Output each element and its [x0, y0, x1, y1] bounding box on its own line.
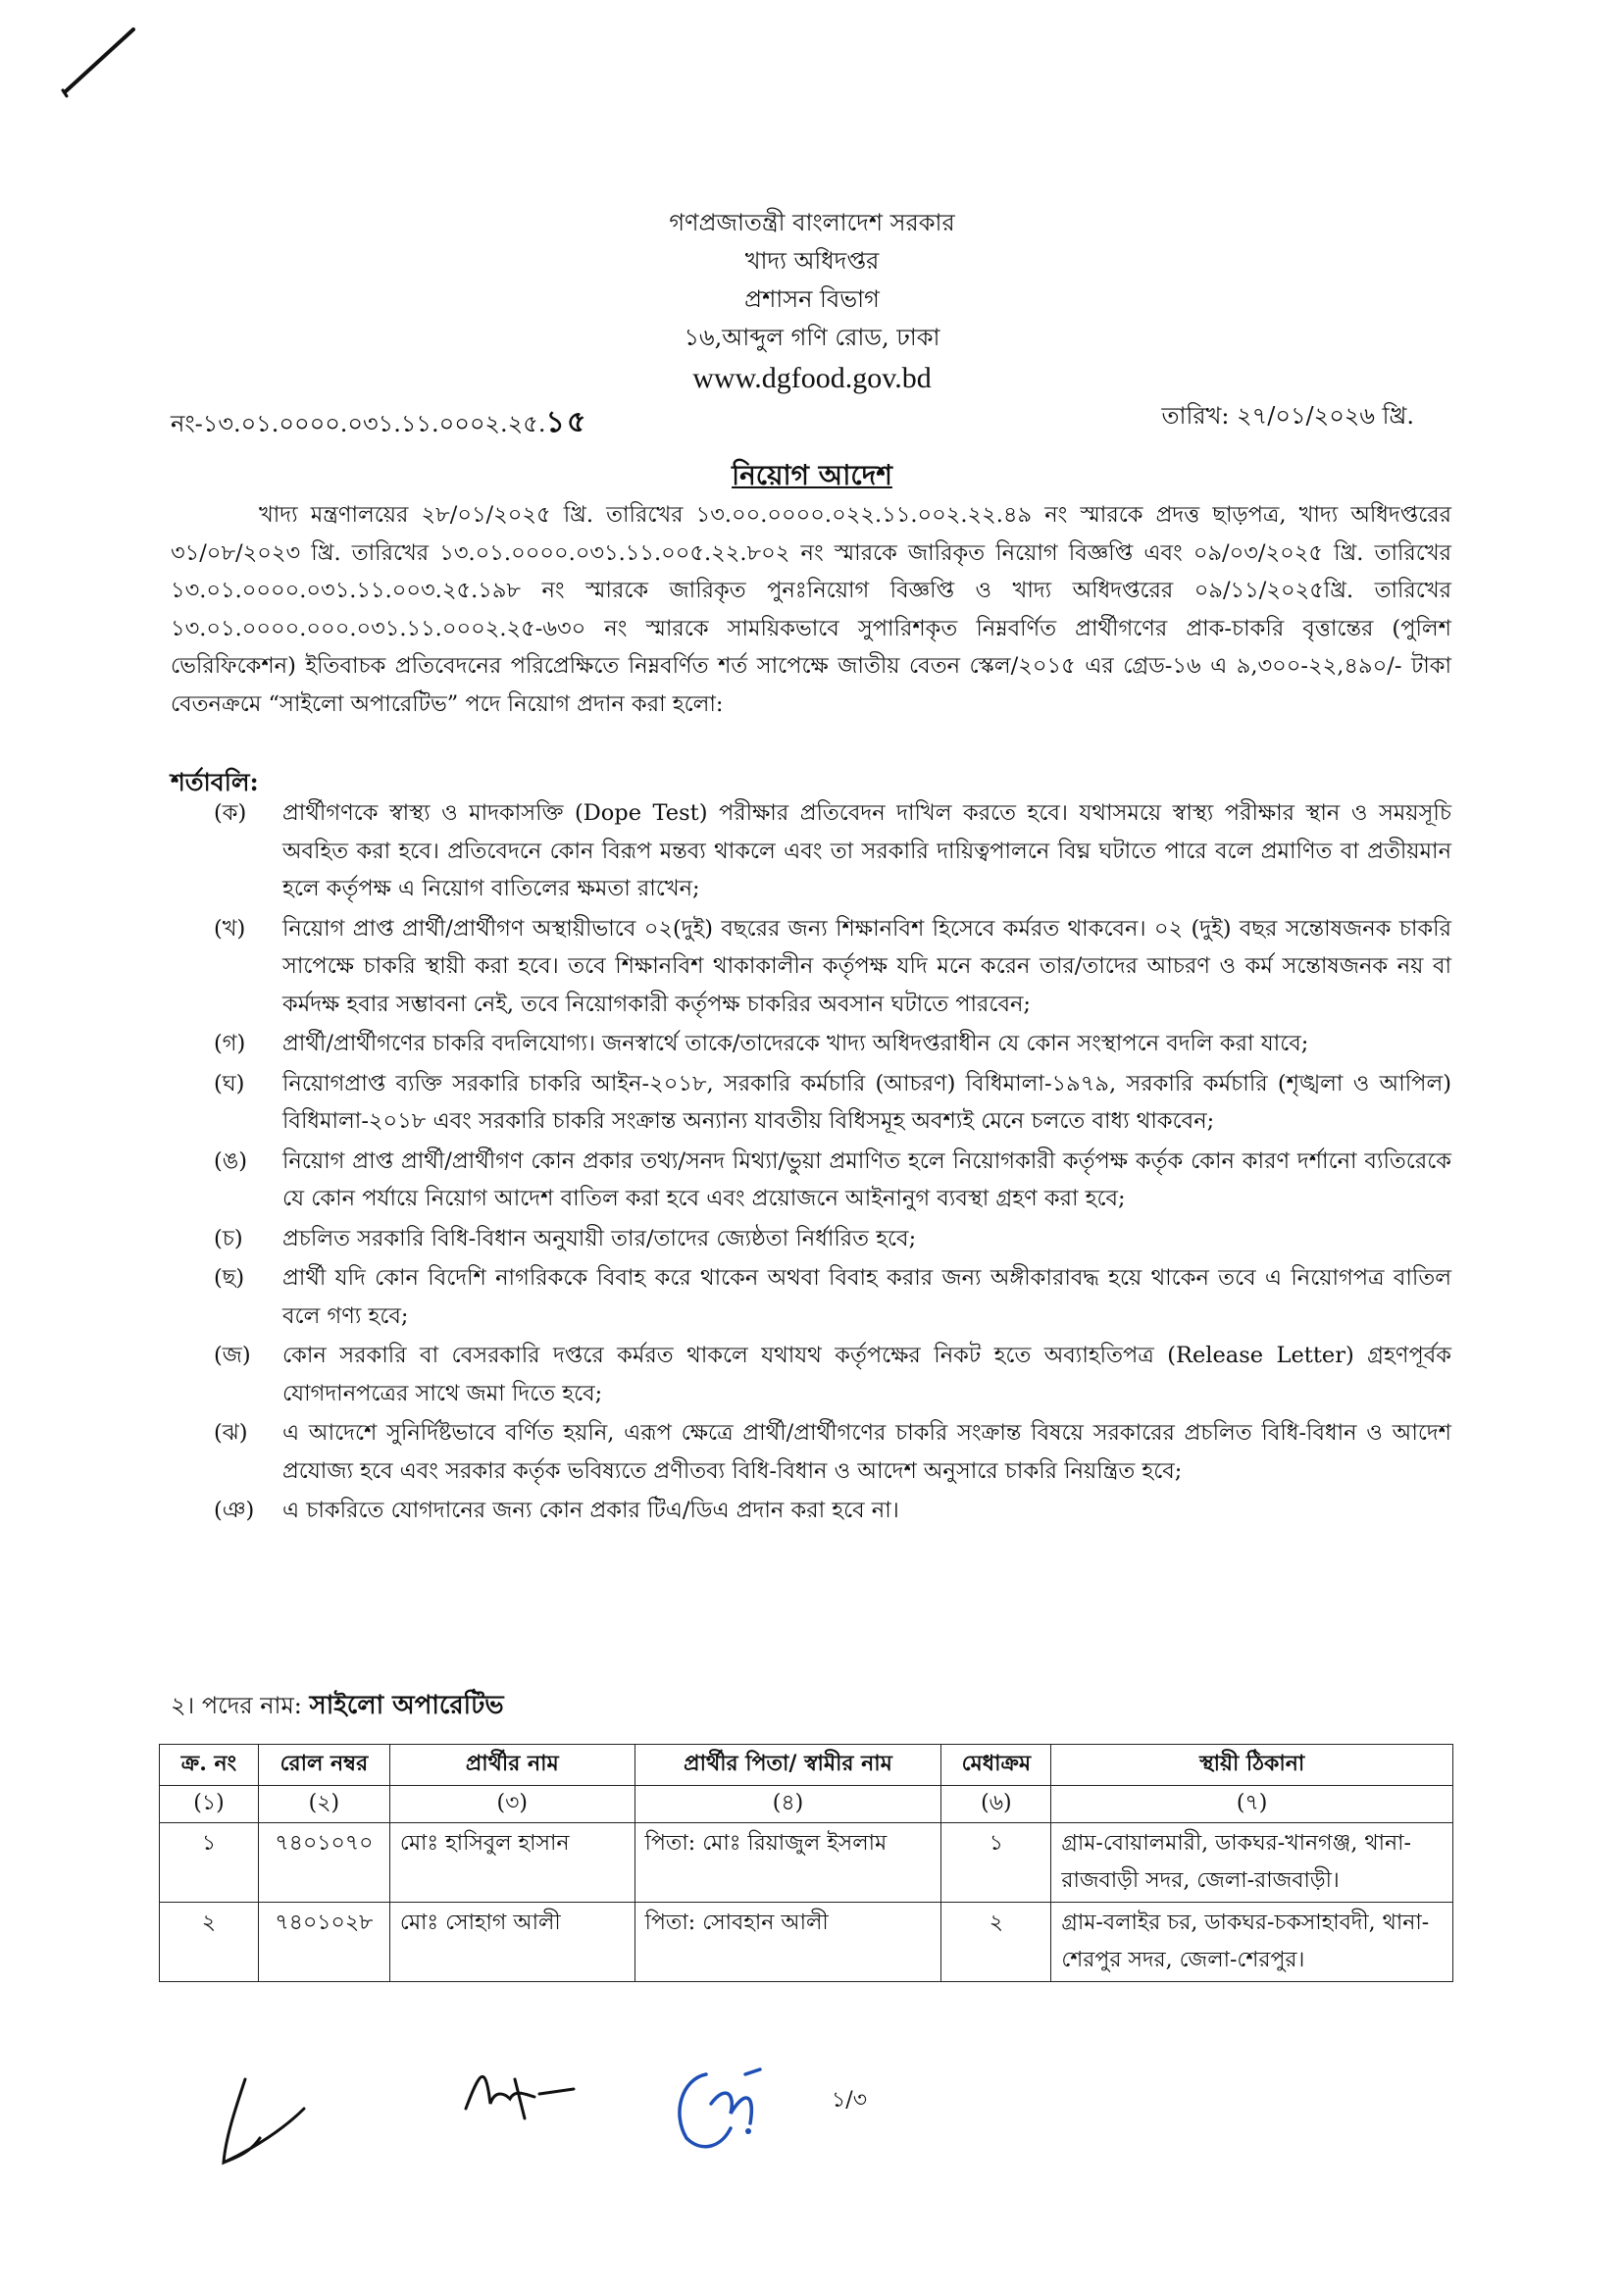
memo-number-handwritten: ১৫ — [545, 405, 588, 439]
condition-text: প্রচলিত সরকারি বিধি-বিধান অনুযায়ী তার/তাদের জ্যেষ্ঠতা নির্ধারিত হবে; — [282, 1225, 917, 1251]
condition-text: প্রার্থী/প্রার্থীগণের চাকরি বদলিযোগ্য। জনস্বার্থে তাকে/তাদেরকে খাদ্য অধিদপ্তরাধীন যে কোন সংস্থাপনে বদলি করা যাবে; — [282, 1031, 1309, 1056]
index-cell: (৪) — [634, 1786, 941, 1823]
condition-item — [214, 1259, 1451, 1335]
condition-text: নিয়োগ প্রাপ্ত প্রার্থী/প্রার্থীগণ কোন প্রকার তথ্য/সনদ মিথ্যা/ভুয়া প্রমাণিত হলে নিয়োগকারী কর্তৃপক্ষ কর্তৃক কোন কারণ দর্শানো ব্যতিরেকে যে কোন পর্যায়ে নিয়োগ আদেশ বাতিল করা হবে এবং প্রয়োজনে আইনানুগ ব্যবস্থা গ্রহণ করা হবে; — [282, 1147, 1451, 1211]
signature-1 — [206, 2069, 314, 2177]
document-title — [0, 454, 1624, 500]
index-cell: (২) — [258, 1786, 389, 1823]
document-title-text: নিয়োগ আদেশ — [732, 459, 892, 491]
index-cell: (১) — [160, 1786, 259, 1823]
serial-cell: ২ — [160, 1903, 259, 1982]
roll-cell: ৭৪০১০২৮ — [258, 1903, 389, 1982]
candidate-name-cell: মোঃ সোহাগ আলী — [389, 1903, 634, 1982]
memo-row — [171, 398, 1414, 437]
govt-name: গণপ্রজাতন্ত্রী বাংলাদেশ সরকার — [669, 209, 955, 236]
letterhead — [0, 204, 1624, 400]
condition-text: প্রার্থী যদি কোন বিদেশি নাগরিককে বিবাহ করে থাকেন অথবা বিবাহ করার জন্য অঙ্গীকারাবদ্ধ হয়ে থাকেন তবে এ নিয়োগপত্র বাতিল বলে গণ্য হবে; — [282, 1265, 1451, 1329]
office-address: ১৬,আব্দুল গণি রোড, ঢাকা — [684, 324, 940, 351]
condition-label: (খ) — [214, 915, 246, 942]
post-name: সাইলো অপারেটিভ — [309, 1691, 504, 1720]
col-header-roll: রোল নম্বর — [258, 1745, 389, 1786]
address-cell: গ্রাম-বোয়ালমারী, ডাকঘর-খানগঞ্জ, থানা-রাজবাড়ী সদর, জেলা-রাজবাড়ী। — [1051, 1823, 1453, 1903]
condition-item — [214, 1143, 1451, 1218]
handwritten-slash-mark — [57, 24, 145, 102]
index-cell: (৬) — [941, 1786, 1051, 1823]
condition-text: কোন সরকারি বা বেসরকারি দপ্তরে কর্মরত থাকলে যথাযথ কর্তৃপক্ষের নিকট হতে অব্যাহতিপত্র (Release Letter) গ্রহণপূর্বক যোগদানপত্রের সাথে জমা দিতে হবে; — [282, 1343, 1451, 1406]
table-index-row — [160, 1786, 1453, 1823]
signature-area — [206, 2050, 892, 2187]
conditions-heading: শর্তাবলি: — [171, 768, 259, 796]
condition-item — [214, 1220, 1451, 1258]
table-row — [160, 1903, 1453, 1982]
candidate-table — [159, 1744, 1453, 1982]
memo-number — [171, 398, 587, 448]
condition-label: (ছ) — [214, 1265, 245, 1291]
condition-text: প্রার্থীগণকে স্বাস্থ্য ও মাদকাসক্তি (Dope Test) পরীক্ষার প্রতিবেদন দাখিল করতে হবে। যথাসময়ে স্বাস্থ্য পরীক্ষার স্থান ও সময়সূচি অবহিত করা হবে। প্রতিবেদনে কোন বিরূপ মন্তব্য থাকলে এবং তা সরকারি দায়িত্বপালনে বিঘ্ন ঘটাতে পারে বলে প্রমাণিত বা প্রতীয়মান হলে কর্তৃপক্ষ এ নিয়োগ বাতিলের ক্ষমতা রাখেন; — [282, 800, 1451, 901]
col-header-name: প্রার্থীর নাম — [389, 1745, 634, 1786]
post-name-prefix: ২। পদের নাম: — [171, 1692, 310, 1719]
condition-item — [214, 1065, 1451, 1141]
guardian-name-cell: পিতা: মোঃ রিয়াজুল ইসলাম — [634, 1823, 941, 1903]
division-name: প্রশাসন বিভাগ — [744, 285, 880, 313]
condition-label: (জ) — [214, 1343, 251, 1368]
website-link[interactable]: www.dgfood.gov.bd — [692, 362, 932, 394]
condition-label: (ঞ) — [214, 1498, 255, 1523]
condition-label: (গ) — [214, 1031, 246, 1056]
col-header-guardian: প্রার্থীর পিতা/ স্বামীর নাম — [634, 1745, 941, 1786]
candidate-name-cell: মোঃ হাসিবুল হাসান — [389, 1823, 634, 1903]
roll-cell: ৭৪০১০৭০ — [258, 1823, 389, 1903]
memo-date: তারিখ: ২৭/০১/২০২৬ খ্রি. — [1161, 402, 1414, 430]
condition-item — [214, 1492, 1451, 1530]
condition-text: এ আদেশে সুনির্দিষ্টভাবে বর্ণিত হয়নি, এরূপ ক্ষেত্রে প্রার্থী/প্রার্থীগণের চাকরি সংক্রান্ত বিষয়ে সরকারের প্রচলিত বিধি-বিধান ও আদেশ প্রযোজ্য হবে এবং সরকার কর্তৃক ভবিষ্যতে প্রণীতব্য বিধি-বিধান ও আদেশ অনুসারে চাকরি নিয়ন্ত্রিত হবে; — [282, 1420, 1451, 1484]
post-name-line — [171, 1685, 504, 1728]
guardian-name-cell: পিতা: সোবহান আলী — [634, 1903, 941, 1982]
condition-label: (চ) — [214, 1225, 243, 1251]
table-row — [160, 1823, 1453, 1903]
department-name: খাদ্য অধিদপ্তর — [744, 247, 880, 275]
index-cell: (৭) — [1051, 1786, 1453, 1823]
col-header-merit: মেধাক্রম — [941, 1745, 1051, 1786]
merit-cell: ১ — [941, 1823, 1051, 1903]
condition-item — [214, 1025, 1451, 1063]
condition-item — [214, 1337, 1451, 1412]
col-header-address: স্থায়ী ঠিকানা — [1051, 1745, 1453, 1786]
condition-item — [214, 794, 1451, 908]
serial-cell: ১ — [160, 1823, 259, 1903]
condition-text: নিয়োগপ্রাপ্ত ব্যক্তি সরকারি চাকরি আইন-২০১৮, সরকারি কর্মচারি (আচরণ) বিধিমালা-১৯৭৯, সরকারি কর্মচারি (শৃঙ্খলা ও আপিল) বিধিমালা-২০১৮ এবং সরকারি চাকরি সংক্রান্ত অন্যান্য যাবতীয় বিধিসমূহ অবশ্যই মেনে চলতে বাধ্য থাকবেন; — [282, 1070, 1451, 1134]
page-number: ১/৩ — [832, 2088, 867, 2113]
condition-label: (ক) — [214, 800, 247, 826]
body-paragraph: খাদ্য মন্ত্রণালয়ের ২৮/০১/২০২৫ খ্রি. তারিখের ১৩.০০.০০০০.০২২.১১.০০২.২২.৪৯ নং স্মারকে প্রদত্ত ছাড়পত্র, খাদ্য অধিদপ্তরের ৩১/০৮/২০২৩ খ্রি. তারিখের ১৩.০১.০০০০.০৩১.১১.০০৫.২২.৮০২ নং স্মারকে জারিকৃত নিয়োগ বিজ্ঞপ্তি এবং ০৯/০৩/২০২৫ খ্রি. তারিখের ১৩.০১.০০০০.০৩১.১১.০০৩.২৫.১৯৮ নং স্মারকে জারিকৃত পুনঃনিয়োগ বিজ্ঞপ্তি ও খাদ্য অধিদপ্তরের ০৯/১১/২০২৫খ্রি. তারিখের ১৩.০১.০০০০.০০০.০৩১.১১.০০০২.২৫-৬৩০ নং স্মারকে সাময়িকভাবে সুপারিশকৃত নিম্নবর্ণিত প্রার্থীগণের প্রাক-চাকরি বৃত্তান্তের (পুলিশ ভেরিফিকেশন) ইতিবাচক প্রতিবেদনের পরিপ্রেক্ষিতে নিম্নবর্ণিত শর্ত সাপেক্ষে জাতীয় বেতন স্কেল/২০১৫ এর গ্রেড-১৬ এ ৯,৩০০-২২,৪৯০/- টাকা বেতনক্রমে “সাইলো অপারেটিভ” পদে নিয়োগ প্রদান করা হলো: — [171, 502, 1451, 717]
index-cell: (৩) — [389, 1786, 634, 1823]
condition-text: এ চাকরিতে যোগদানের জন্য কোন প্রকার টিএ/ডিএ প্রদান করা হবে না। — [282, 1498, 899, 1523]
merit-cell: ২ — [941, 1903, 1051, 1982]
address-cell: গ্রাম-বলাইর চর, ডাকঘর-চকসাহাবদী, থানা-শেরপুর সদর, জেলা-শেরপুর। — [1051, 1903, 1453, 1982]
condition-label: (ঙ) — [214, 1147, 248, 1174]
signature-2 — [456, 2050, 584, 2138]
condition-text: নিয়োগ প্রাপ্ত প্রার্থী/প্রার্থীগণ অস্থায়ীভাবে ০২(দুই) বছরের জন্য শিক্ষানবিশ হিসেবে কর্মরত থাকবেন। ০২ (দুই) বছর সন্তোষজনক চাকরি সাপেক্ষে চাকরি স্থায়ী করা হবে। তবে শিক্ষানবিশ থাকাকালীন কর্তৃপক্ষ যদি মনে করেন তার/তাদের আচরণ ও কর্ম সন্তোষজনক নয় বা কর্মদক্ষ হবার সম্ভাবনা নেই, তবে নিয়োগকারী কর্তৃপক্ষ চাকরির অবসান ঘটাতে পারবেন; — [282, 915, 1451, 1017]
conditions-list — [214, 794, 1451, 1532]
table-header-row — [160, 1745, 1453, 1786]
condition-item — [214, 910, 1451, 1024]
memo-number-printed: নং-১৩.০১.০০০০.০৩১.১১.০০০২.২৫. — [171, 410, 546, 437]
condition-label: (ঘ) — [214, 1070, 245, 1096]
condition-item — [214, 1414, 1451, 1490]
signature-3 — [652, 2055, 799, 2163]
condition-label: (ঝ) — [214, 1420, 248, 1446]
col-header-serial: ক্র. নং — [160, 1745, 259, 1786]
